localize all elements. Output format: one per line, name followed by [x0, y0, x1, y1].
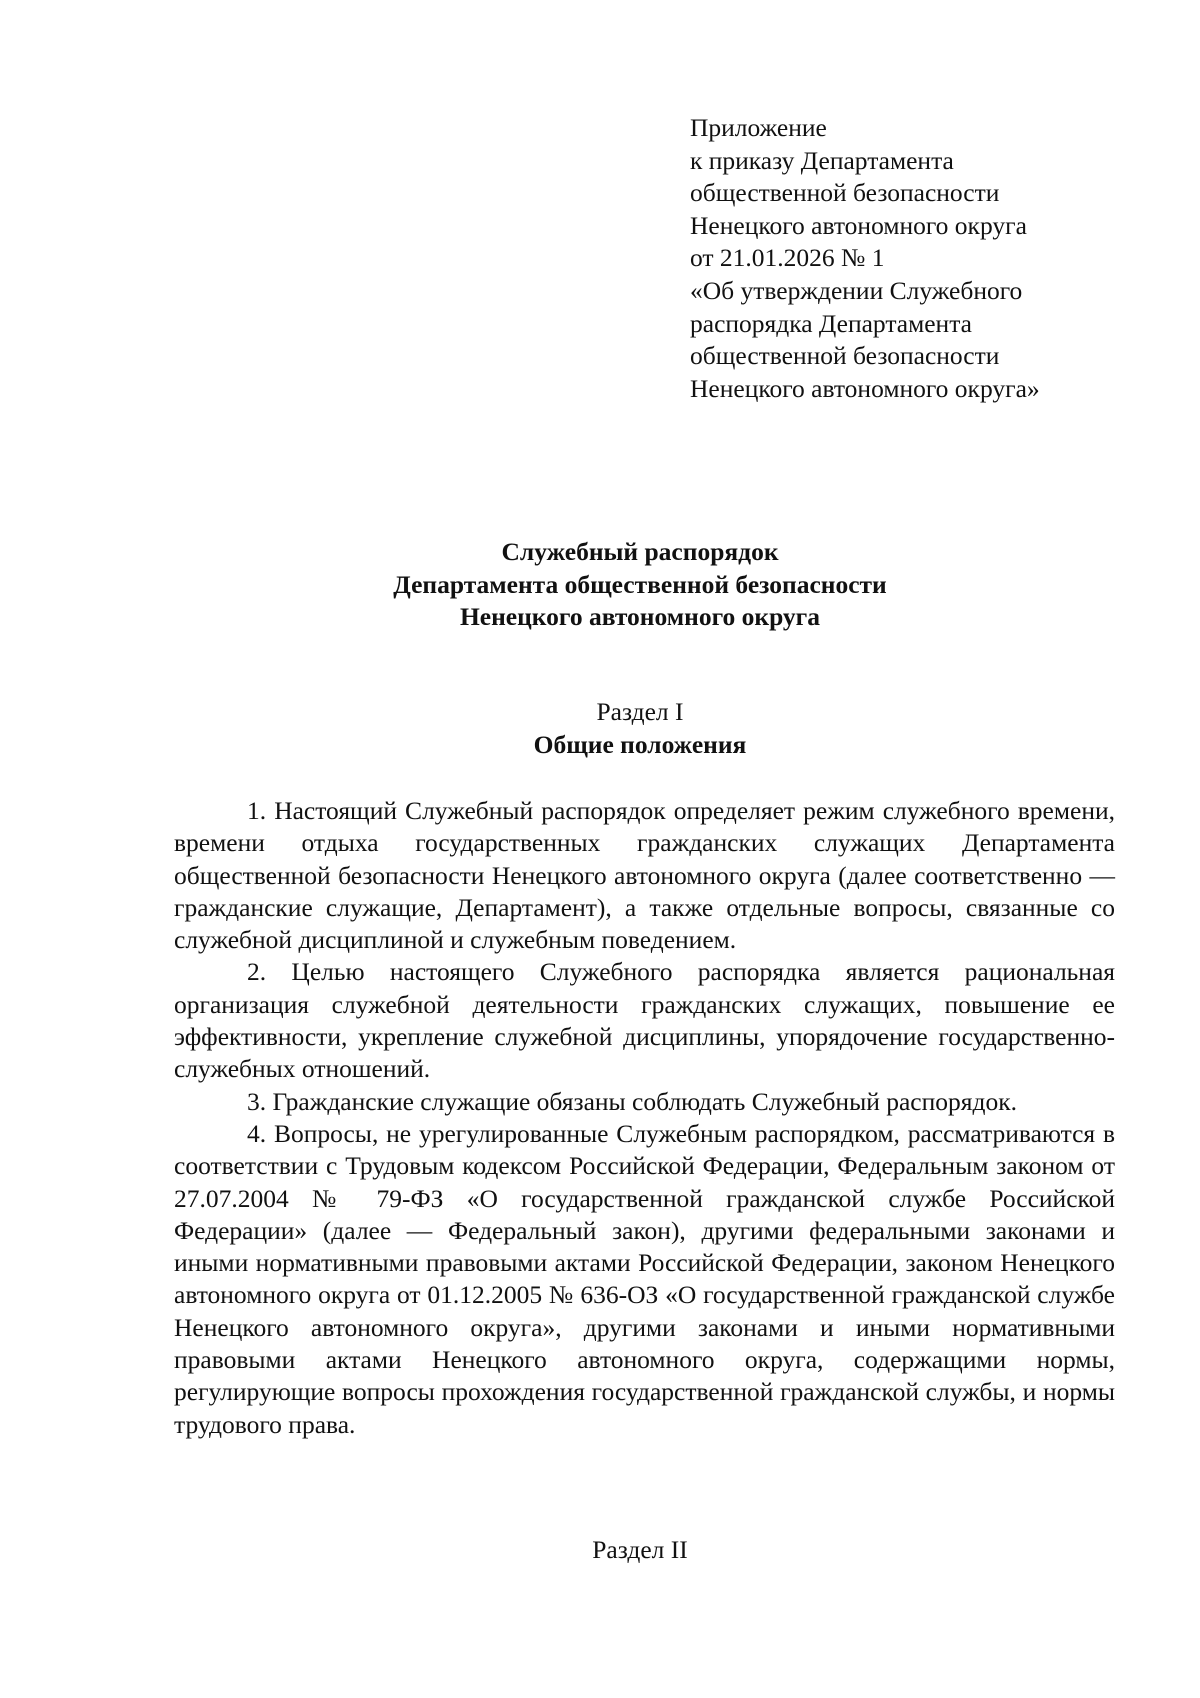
appendix-block: [690, 112, 1170, 405]
appendix-line: Ненецкого автономного округа»: [690, 373, 1040, 403]
section-2-number: Раздел II: [592, 1535, 688, 1564]
paragraph-3: 3. Гражданские служащие обязаны соблюдать Служебный распорядок.: [247, 1086, 1017, 1116]
title-line: Департамента общественной безопасности: [393, 569, 887, 599]
appendix-line: от 21.01.2026 № 1: [690, 243, 885, 273]
paragraph-2: 2. Целью настоящего Служебного распорядка является рациональная организация служебной деятельности гражданских служащих, повышение ее эффективности, укрепление служебной дисциплины, упорядочение государственно-служебных отношений.: [174, 957, 1115, 1084]
appendix-line: распорядка Департамента: [690, 308, 972, 338]
appendix-line: общественной безопасности: [690, 341, 1000, 371]
title-line: Ненецкого автономного округа: [459, 602, 821, 631]
appendix-line: Ненецкого автономного округа: [690, 210, 1027, 240]
appendix-line: Приложение: [690, 113, 827, 142]
section-1-name: Общие положения: [533, 730, 747, 759]
document-title: [170, 536, 1110, 634]
paragraph-1: 1. Настоящий Служебный распорядок определяет режим служебного времени, времени отдыха государственных гражданских служащих Департамента общественной безопасности Ненецкого автономного округа (далее соответственно — гражданские служащие, Департамент), а также отдельные вопросы, связанные со служебной дисциплиной и служебным поведением.: [174, 796, 1115, 955]
section-1-body: [174, 795, 1115, 1441]
section-1-number: Раздел I: [596, 697, 684, 726]
title-line: Служебный распорядок: [501, 537, 779, 566]
appendix-line: общественной безопасности: [690, 178, 1000, 208]
paragraph-4: 4. Вопросы, не урегулированные Служебным распорядком, рассматриваются в соответствии с Трудовым кодексом Российской Федерации, Федеральным законом от 27.07.2004 № 79-ФЗ «О государственной гражданской службе Российской Федерации» (далее — Федеральный закон), другими федеральными законами и иными нормативными правовыми актами Российской Федерации, законом Ненецкого автономного округа от 01.12.2005 № 636-ОЗ «О государственной гражданской службе Ненецкого автономного округа», другими законами и иными нормативными правовыми актами Ненецкого автономного округа, содержащими нормы, регулирующие вопросы прохождения государственной гражданской службы, и нормы трудового права.: [174, 1118, 1115, 1439]
section-2-heading: [170, 1533, 1110, 1566]
section-1-heading: [170, 695, 1110, 761]
appendix-line: «Об утверждении Служебного: [690, 275, 1023, 305]
appendix-line: к приказу Департамента: [690, 145, 954, 175]
